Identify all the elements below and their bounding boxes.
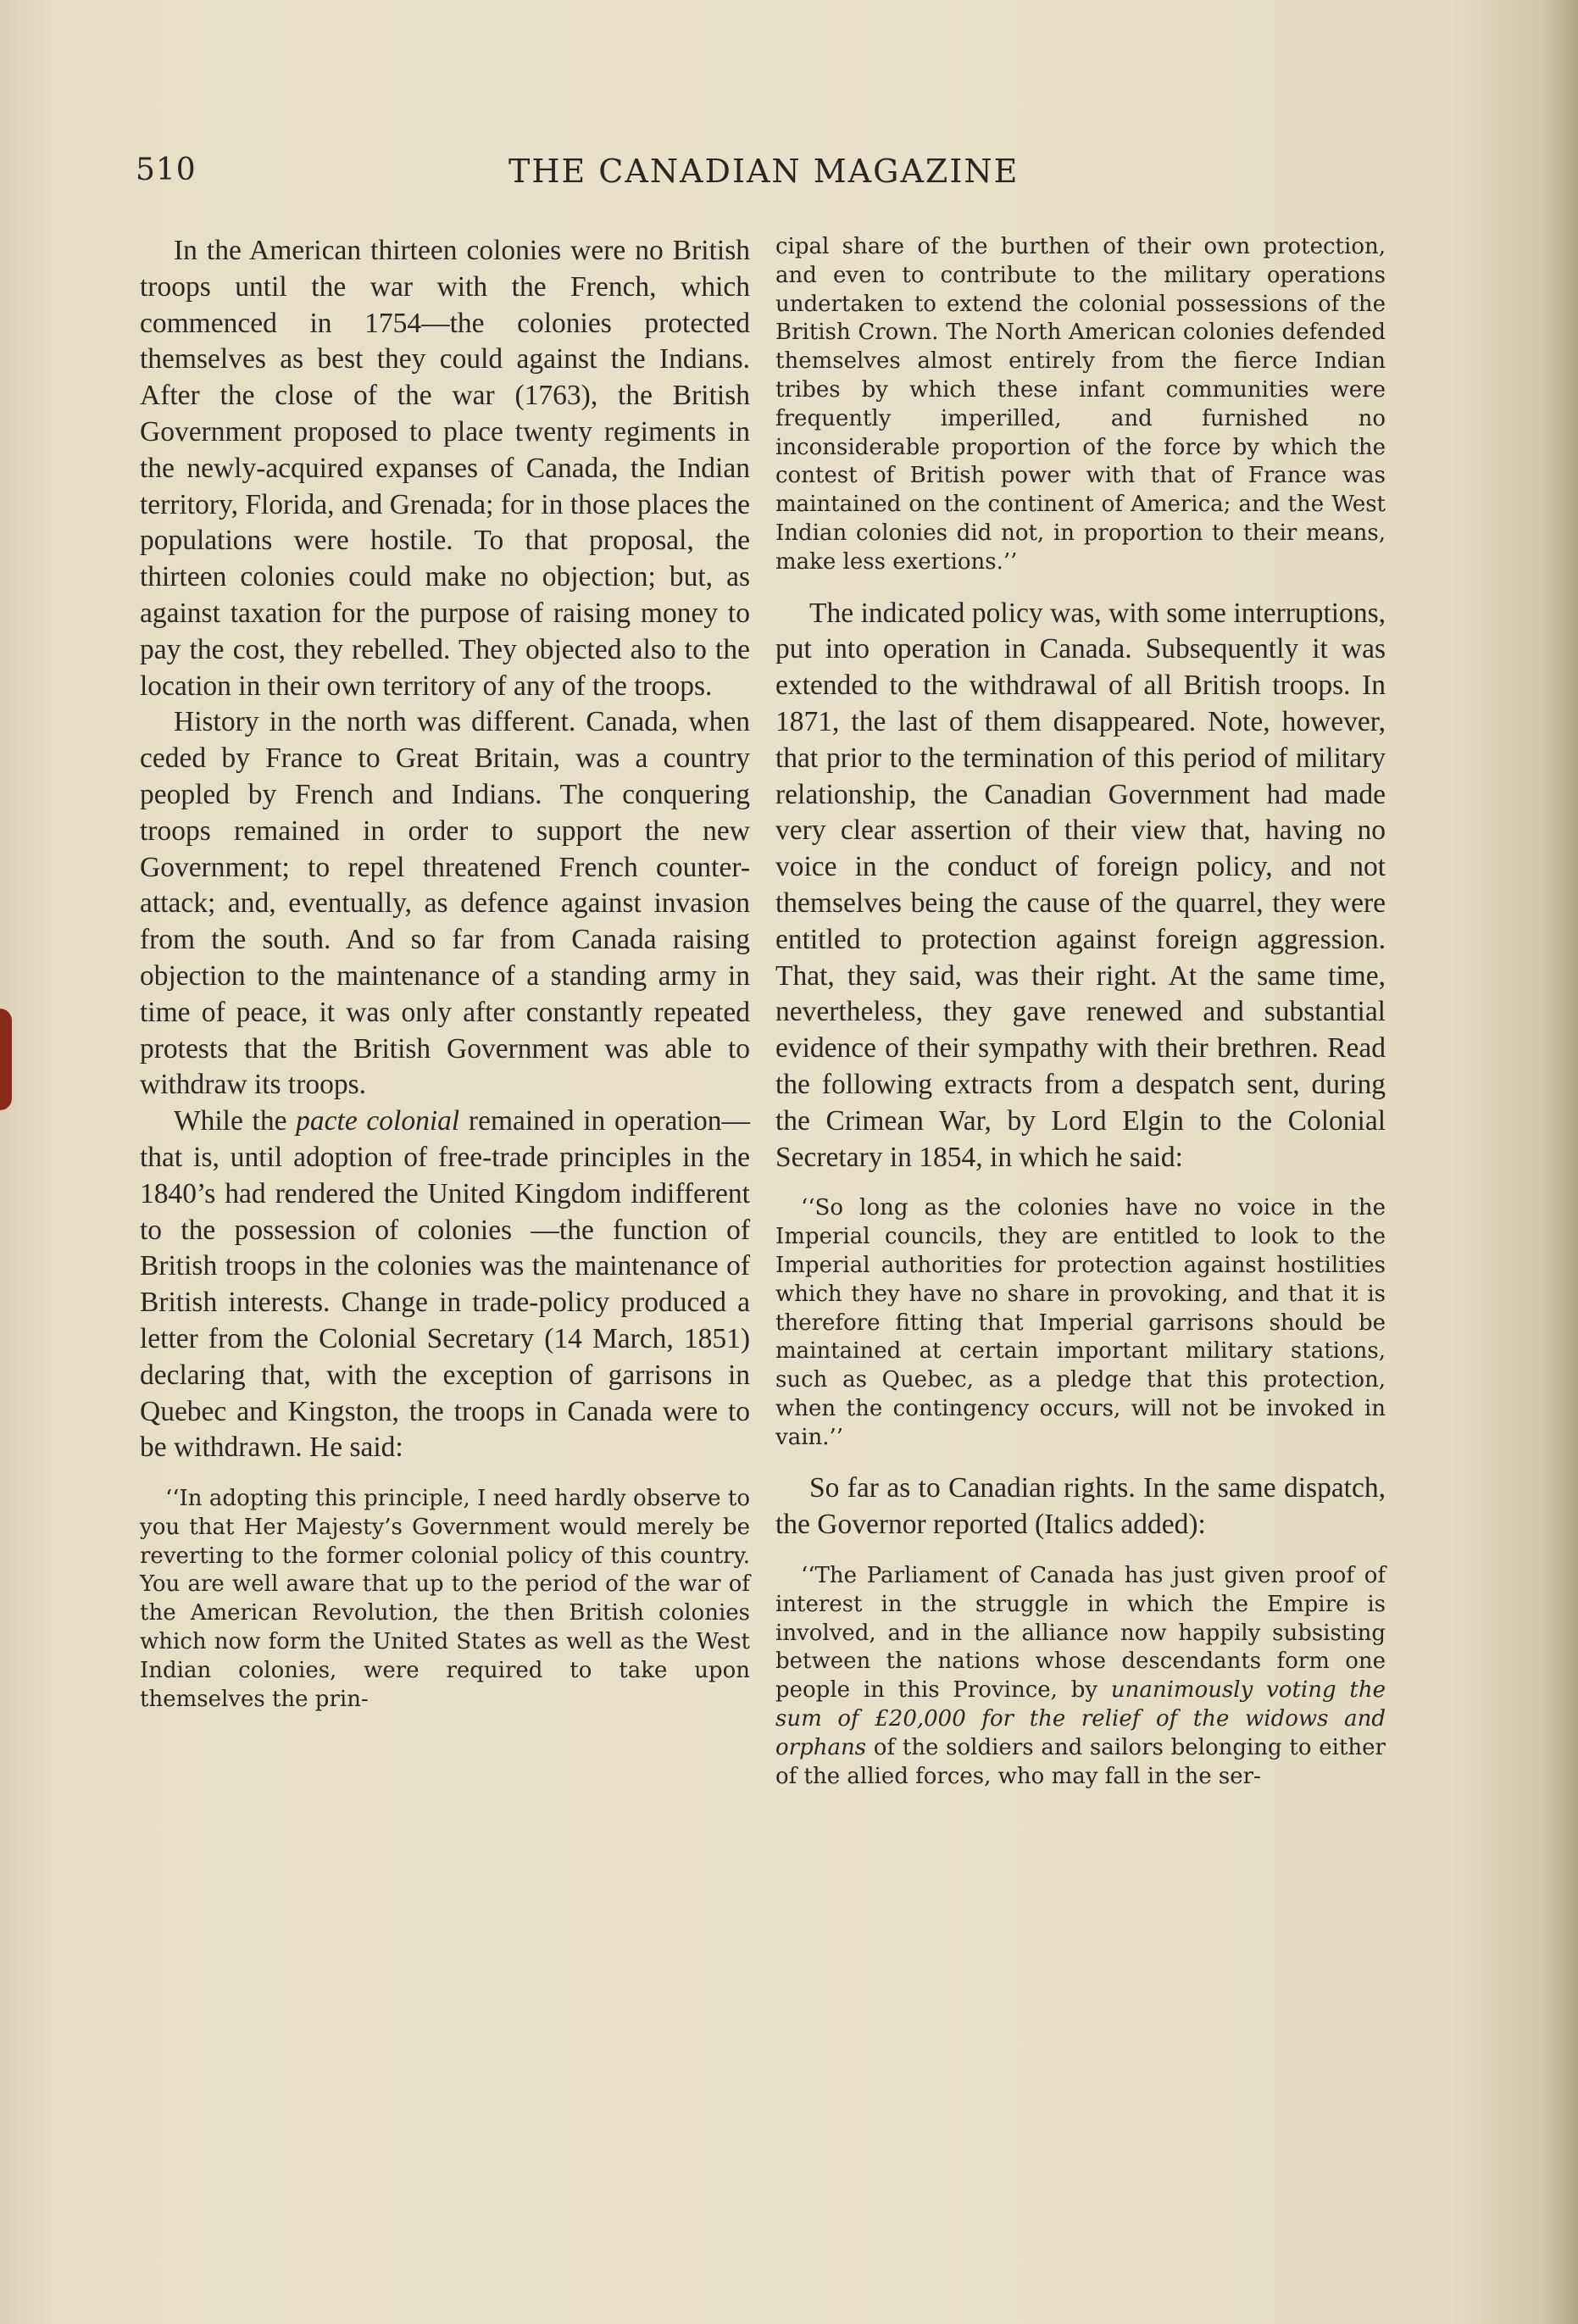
pacte-text-a: While the [174, 1105, 297, 1137]
quote3-text-a: ‘‘The Parliament of Canada has just given proof of interest in the struggle in which the Empire is involved, and in the alliance now happily subsisting between the nations whose descendants form one people in this Province, by [775, 1563, 1386, 1704]
quote3-text-b: of the soldiers and sailors belonging to either of the allied forces, who may fall in the ser- [775, 1734, 1386, 1789]
quote3-italic: unanimously voting the sum of £20,000 for the relief of the widows and orphans [775, 1677, 1386, 1760]
quote-colonial-secretary-continued: cipal share of the burthen of their own protection, and even to contribute to the military operations undertaken to extend the colonial possessions of the British Crown. The North American colonies defended themselves almost entirely from the fierce Indian tribes by which these infant communities were frequently imperilled, and furnished no inconsiderable proportion of the force by which the contest of British power with that of France was maintained on the continent of America; and the West Indian colonies did not, in proportion to their means, make less exertions.’’ [775, 234, 1386, 575]
running-title: THE CANADIAN MAGAZINE [508, 153, 1020, 190]
pacte-colonial-italic: pacte colonial [296, 1105, 460, 1137]
paragraph-history-north: History in the north was different. Canada, when ceded by France to Great Britain, was a country peopled by French and Indians. The conquering troops remained in order to support the new Government; to repel threatened French counter-attack; and, eventually, as defence against invasion from the south. And so far from Canada raising objection to the maintenance of a standing army in time of peace, it was only after constantly repeated protests that the British Government was able to withdraw its troops. [140, 706, 750, 1101]
quote-parliament-of-canada [775, 1562, 1386, 1791]
binding-shadow [1544, 0, 1578, 2324]
right-column [775, 233, 1386, 1791]
paragraph-canadian-rights: So far as to Canadian rights. In the same dispatch, the Governor reported (Italics added): [775, 1472, 1386, 1541]
paragraph-indicated-policy: The indicated policy was, with some interruptions, put into operation in Canada. Subsequently it was extended to the withdrawal of all British troops. In 1871, the last of them disappeared. Note, however, that prior to the termination of this period of military relationship, the Canadian Government had made very clear assertion of their view that, having no voice in the conduct of foreign policy, and not themselves being the cause of the quarrel, they were entitled to protection against foreign aggression. That, they said, was their right. At the same time, nevertheless, they gave renewed and substantial evidence of their sympathy with their brethren. Read the following extracts from a despatch sent, during the Crimean War, by Lord Elgin to the Colonial Secretary in 1854, in which he said: [775, 597, 1386, 1173]
quote-colonial-secretary: ‘‘In adopting this principle, I need hardly observe to you that Her Majesty’s Government would merely be reverting to the former colonial policy of this country. You are well aware that up to the period of the war of the American Revolution, the then British colonies which now form the United States as well as the West Indian colonies, were required to take upon themselves the prin- [140, 1486, 750, 1712]
quote-lord-elgin: ‘‘So long as the colonies have no voice in the Imperial councils, they are entitled to look to the Imperial authorities for protection against hostilities which they have no share in provoking, and that it is therefore fitting that Imperial garrisons should be maintained at certain important military stations, such as Quebec, as a pledge that this protection, when the contingency occurs, will not be invoked in vain.’’ [775, 1195, 1386, 1450]
page-header [136, 153, 1458, 203]
pacte-text-b: remained in operation—that is, until adoption of free-trade principles in the 1840’s had rendered the United Kingdom indifferent to the possession of colonies —the function of British troops in the colonies was the maintenance of British interests. Change in trade-policy produced a letter from the Colonial Secretary (14 March, 1851) declaring that, with the exception of garrisons in Quebec and Kingston, the troops in Canada were to be withdrawn. He said: [140, 1105, 750, 1464]
paragraph-american-colonies: In the American thirteen colonies were no British troops until the war with the French, which commenced in 1754—the colonies protected themselves as best they could against the Indians. After the close of the war (1763), the British Government proposed to place twenty regiments in the newly-acquired expanses of Canada, the Indian territory, Florida, and Grenada; for in those places the populations were hostile. To that proposal, the thirteen colonies could make no objection; but, as against taxation for the purpose of raising money to pay the cost, they rebelled. They objected also to the location in their own territory of any of the troops. [140, 235, 750, 702]
page-edge-tab [0, 1009, 12, 1110]
left-column [140, 233, 750, 1714]
paragraph-pacte-colonial [140, 1104, 750, 1466]
page-number: 510 [136, 153, 197, 187]
